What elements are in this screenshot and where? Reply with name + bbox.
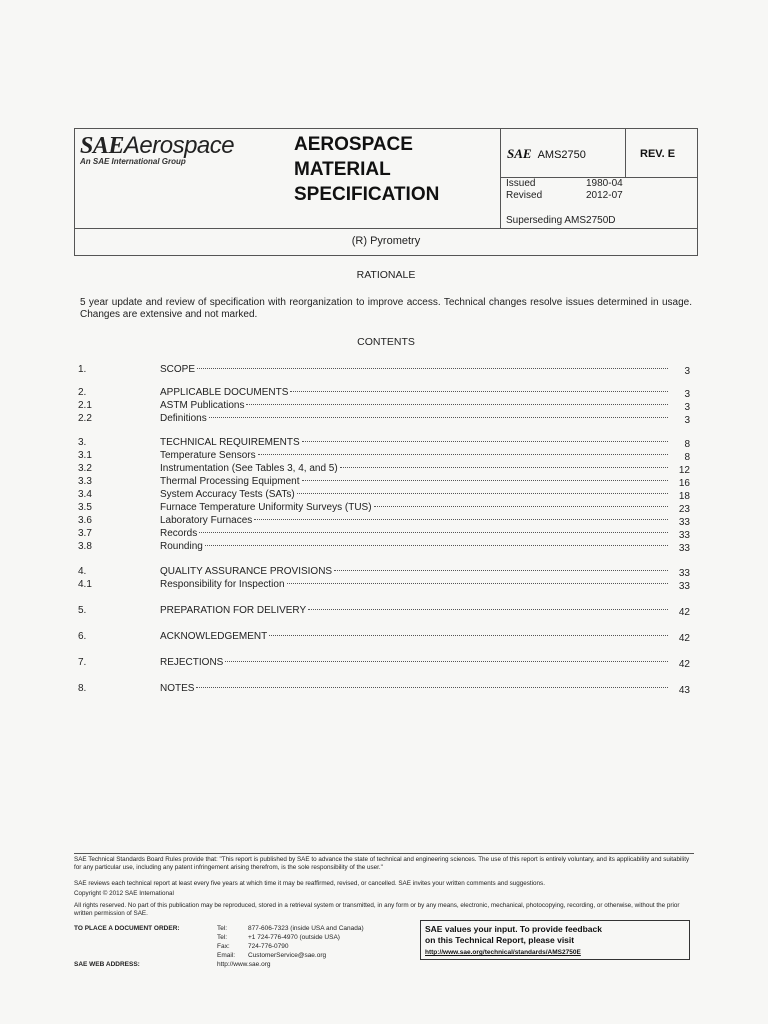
board-rules-text: SAE Technical Standards Board Rules provide that: "This report is published by SAE to advance the state of technical and engineering sciences. The use of this report is entirely voluntary, and its applicability and suitability for any particular use, including any patent infringement arising therefrom, is the sole responsibility of the user." xyxy=(74,856,690,871)
toc-leader-dots xyxy=(258,454,668,455)
toc-entry-page: 42 xyxy=(678,659,690,670)
toc-entry[interactable] xyxy=(78,364,692,377)
rights-text: All rights reserved. No part of this publication may be reproduced, stored in a retrieval system or transmitted, in any form or by any means, electronic, mechanical, photocopying, recording, or otherwise, without the prior written permission of SAE. xyxy=(74,902,680,917)
toc-entry-page: 3 xyxy=(684,389,690,400)
toc-entry-label xyxy=(160,450,668,461)
toc-leader-dots xyxy=(225,661,668,662)
toc-entry[interactable] xyxy=(78,502,692,515)
toc-entry-page: 12 xyxy=(678,465,690,476)
rationale-text: 5 year update and review of specification with reorganization to improve access. Technical changes resolve issues determined in usage. Changes are extensive and not marked. xyxy=(80,297,692,320)
toc-leader-dots xyxy=(287,583,668,584)
toc-entry-number: 2.2 xyxy=(78,413,92,424)
toc-entry-label xyxy=(160,631,668,642)
toc-entry[interactable] xyxy=(78,476,692,489)
issued-label: Issued xyxy=(506,178,536,189)
toc-entry-label xyxy=(160,605,668,616)
toc-entry-number: 3.4 xyxy=(78,489,92,500)
toc-entry-number: 8. xyxy=(78,683,87,694)
tel-domestic: 877-606-7323 (inside USA and Canada) xyxy=(248,925,364,932)
toc-entry-label xyxy=(160,683,668,694)
toc-entry-label xyxy=(160,541,668,552)
footer-rule xyxy=(74,853,694,854)
toc-leader-dots xyxy=(209,417,668,418)
toc-entry-number: 3.2 xyxy=(78,463,92,474)
sae-aerospace-logo xyxy=(80,132,234,160)
toc-entry-title: PREPARATION FOR DELIVERY xyxy=(160,605,307,616)
toc-entry-label xyxy=(160,400,668,411)
web-address-label: SAE WEB ADDRESS: xyxy=(74,961,140,968)
toc-entry[interactable] xyxy=(78,400,692,413)
toc-entry-number: 3. xyxy=(78,437,87,448)
toc-leader-dots xyxy=(374,506,668,507)
toc-entry-label xyxy=(160,528,668,539)
email-address[interactable]: CustomerService@sae.org xyxy=(248,952,327,959)
revised-date: 2012-07 xyxy=(586,190,623,201)
toc-entry-page: 33 xyxy=(678,543,690,554)
toc-entry-title: NOTES xyxy=(160,683,195,694)
document-number xyxy=(507,146,586,162)
toc-entry[interactable] xyxy=(78,515,692,528)
toc-entry-page: 18 xyxy=(678,491,690,502)
toc-entry-label xyxy=(160,364,668,375)
toc-entry-page: 43 xyxy=(678,685,690,696)
toc-entry-page: 8 xyxy=(684,439,690,450)
feedback-line: SAE values your input. To provide feedback xyxy=(425,924,602,934)
toc-entry-title: Responsibility for Inspection xyxy=(160,579,285,590)
toc-entry-title: ASTM Publications xyxy=(160,400,245,411)
title-line: MATERIAL xyxy=(294,159,391,180)
toc-entry-title: Laboratory Furnaces xyxy=(160,515,253,526)
header-divider-right xyxy=(625,128,626,178)
toc-entry-page: 33 xyxy=(678,581,690,592)
document-subject: (R) Pyrometry xyxy=(351,235,421,247)
toc-entry[interactable] xyxy=(78,387,692,400)
toc-entry-page: 33 xyxy=(678,530,690,541)
toc-entry-label xyxy=(160,387,668,398)
toc-entry-label xyxy=(160,476,668,487)
toc-leader-dots xyxy=(297,493,668,494)
toc-entry-title: APPLICABLE DOCUMENTS xyxy=(160,387,289,398)
feedback-box xyxy=(420,920,690,960)
toc-entry[interactable] xyxy=(78,605,692,618)
toc-entry-number: 7. xyxy=(78,657,87,668)
toc-entry-page: 23 xyxy=(678,504,690,515)
toc-entry-title: SCOPE xyxy=(160,364,196,375)
tel-international: +1 724-776-4970 (outside USA) xyxy=(248,934,340,941)
issued-date: 1980-04 xyxy=(586,178,623,189)
toc-entry[interactable] xyxy=(78,450,692,463)
header-divider-left xyxy=(500,128,501,228)
fax-number: 724-776-0790 xyxy=(248,943,289,950)
toc-entry[interactable] xyxy=(78,566,692,579)
toc-entry[interactable] xyxy=(78,541,692,554)
toc-entry-title: System Accuracy Tests (SATs) xyxy=(160,489,295,500)
toc-entry-label xyxy=(160,657,668,668)
document-type-title xyxy=(294,132,439,207)
toc-entry-page: 3 xyxy=(684,366,690,377)
toc-leader-dots xyxy=(199,532,668,533)
title-line: AEROSPACE xyxy=(294,134,413,155)
toc-leader-dots xyxy=(197,368,668,369)
toc-entry-page: 3 xyxy=(684,402,690,413)
toc-entry-number: 6. xyxy=(78,631,87,642)
toc-entry-number: 2. xyxy=(78,387,87,398)
header-divider-subject xyxy=(74,228,698,229)
fax-label: Fax: xyxy=(217,943,230,950)
email-label: Email: xyxy=(217,952,236,959)
toc-entry-number: 4.1 xyxy=(78,579,92,590)
toc-entry-number: 1. xyxy=(78,364,87,375)
rationale-heading: RATIONALE xyxy=(356,269,416,281)
toc-entry-label xyxy=(160,566,668,577)
toc-entry-page: 42 xyxy=(678,633,690,644)
toc-entry[interactable] xyxy=(78,631,692,644)
revision-label: REV. E xyxy=(640,148,676,160)
toc-entry[interactable] xyxy=(78,579,692,592)
toc-entry[interactable] xyxy=(78,413,692,426)
logo-aerospace: Aerospace xyxy=(123,132,235,159)
toc-entry-title: ACKNOWLEDGEMENT xyxy=(160,631,268,642)
revised-label: Revised xyxy=(506,190,543,201)
toc-entry-title: TECHNICAL REQUIREMENTS xyxy=(160,437,300,448)
toc-entry[interactable] xyxy=(78,463,692,476)
toc-entry-label xyxy=(160,515,668,526)
feedback-line: on this Technical Report, please visit xyxy=(425,935,575,945)
toc-entry-title: QUALITY ASSURANCE PROVISIONS xyxy=(160,566,333,577)
toc-entry-page: 33 xyxy=(678,568,690,579)
toc-leader-dots xyxy=(302,441,668,442)
toc-entry-page: 42 xyxy=(678,607,690,618)
toc-leader-dots xyxy=(290,391,668,392)
toc-entry-page: 16 xyxy=(678,478,690,489)
tel-label: Tel: xyxy=(217,925,228,932)
toc-entry-label xyxy=(160,437,668,448)
doc-sae-logo: SAE xyxy=(507,146,532,161)
toc-entry[interactable] xyxy=(78,437,692,450)
toc-entry-number: 5. xyxy=(78,605,87,616)
logo-subtitle: An SAE International Group xyxy=(80,157,186,166)
toc-entry[interactable] xyxy=(78,489,692,502)
toc-entry-title: Instrumentation (See Tables 3, 4, and 5) xyxy=(160,463,338,474)
toc-leader-dots xyxy=(246,404,668,405)
logo-sae: SAE xyxy=(80,133,124,159)
toc-entry-title: Records xyxy=(160,528,198,539)
toc-leader-dots xyxy=(302,480,668,481)
toc-leader-dots xyxy=(269,635,668,636)
doc-number-text: AMS2750 xyxy=(537,149,586,161)
toc-leader-dots xyxy=(254,519,668,520)
toc-leader-dots xyxy=(334,570,668,571)
toc-entry-title: Definitions xyxy=(160,413,207,424)
toc-entry-label xyxy=(160,579,668,590)
toc-entry-number: 3.8 xyxy=(78,541,92,552)
toc-leader-dots xyxy=(196,687,668,688)
toc-leader-dots xyxy=(205,545,668,546)
toc-entry-page: 8 xyxy=(684,452,690,463)
toc-entry-title: Furnace Temperature Uniformity Surveys (TUS) xyxy=(160,502,372,513)
toc-leader-dots xyxy=(340,467,668,468)
toc-entry-page: 33 xyxy=(678,517,690,528)
toc-entry-title: Rounding xyxy=(160,541,203,552)
title-line: SPECIFICATION xyxy=(294,184,440,205)
toc-entry-title: REJECTIONS xyxy=(160,657,224,668)
toc-entry-number: 2.1 xyxy=(78,400,92,411)
review-text: SAE reviews each technical report at least every five years at which time it may be reaffirmed, revised, or cancelled. SAE invites your written comments and suggestions. xyxy=(74,880,545,887)
toc-entry-number: 3.5 xyxy=(78,502,92,513)
toc-entry-title: Temperature Sensors xyxy=(160,450,256,461)
toc-entry-title: Thermal Processing Equipment xyxy=(160,476,300,487)
contents-heading: CONTENTS xyxy=(357,336,415,348)
superseding-note: Superseding AMS2750D xyxy=(506,215,616,226)
toc-entry[interactable] xyxy=(78,657,692,670)
toc-entry-number: 3.1 xyxy=(78,450,92,461)
toc-entry-label xyxy=(160,489,668,500)
toc-entry[interactable] xyxy=(78,528,692,541)
web-address-link[interactable]: http://www.sae.org xyxy=(217,961,271,968)
toc-entry-label xyxy=(160,413,668,424)
feedback-link[interactable]: http://www.sae.org/technical/standards/AMS2750E xyxy=(425,949,581,956)
toc-entry-number: 3.7 xyxy=(78,528,92,539)
toc-entry-page: 3 xyxy=(684,415,690,426)
toc-entry-number: 3.3 xyxy=(78,476,92,487)
toc-entry-label xyxy=(160,463,668,474)
toc-entry-number: 4. xyxy=(78,566,87,577)
toc-leader-dots xyxy=(308,609,668,610)
copyright-text: Copyright © 2012 SAE International xyxy=(74,890,174,897)
toc-entry-number: 3.6 xyxy=(78,515,92,526)
toc-entry[interactable] xyxy=(78,683,692,696)
tel-label: Tel: xyxy=(217,934,228,941)
order-label: TO PLACE A DOCUMENT ORDER: xyxy=(74,925,180,932)
toc-entry-label xyxy=(160,502,668,513)
